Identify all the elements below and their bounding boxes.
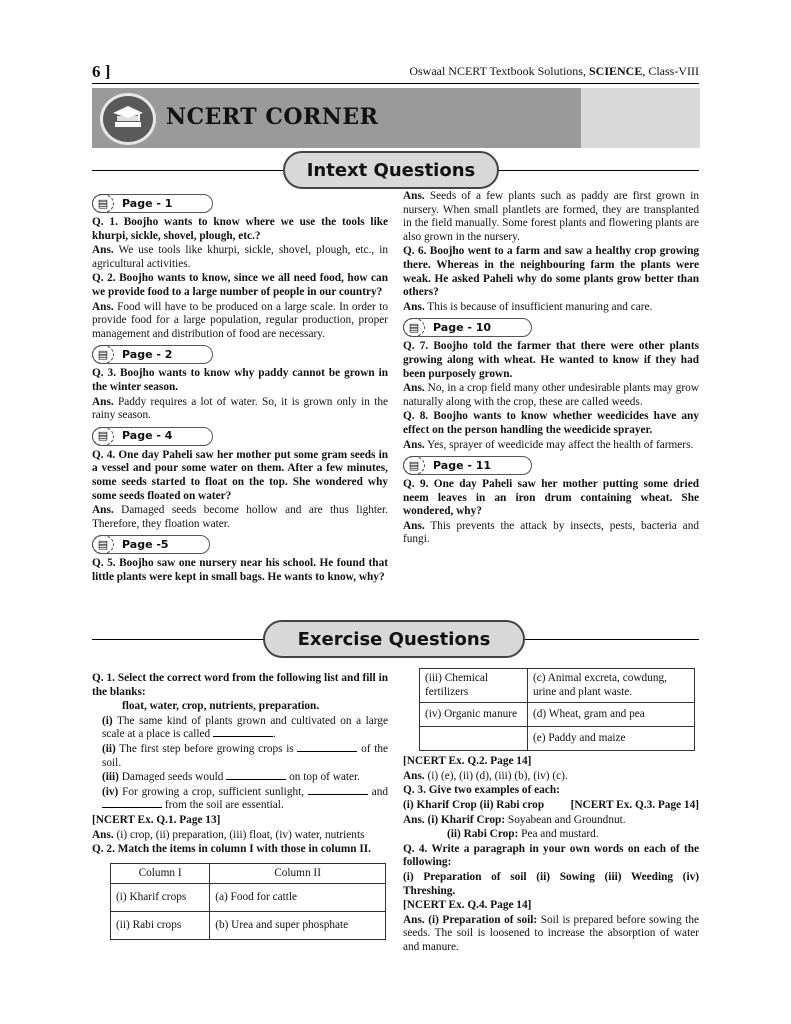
table-cell: (i) Kharif crops xyxy=(111,884,210,912)
page-tag: ▤ Page - 10 xyxy=(403,318,532,337)
answer: (ii) Rabi Crop: Pea and mustard. xyxy=(447,828,599,841)
question: Q. 7. Boojho told the farmer that there were other plants growing along with wheat. He wanted to know if they had been purposely grown. xyxy=(403,340,699,380)
question-parts: (i) Preparation of soil (ii) Sowing (iii) Weeding (iv) Threshing. xyxy=(403,870,699,897)
table-cell: (e) Paddy and maize xyxy=(528,727,695,751)
page-tag: ▤ Page - 4 xyxy=(92,427,213,446)
answer: Ans. Seeds of a few plants such as paddy are first grown in nursery. When small plantlets are formed, they are transplanted in the field manually. Some forest plants and flowering plants are also grown in the nursery. xyxy=(403,190,699,243)
answer: Ans. (i) (e), (ii) (d), (iii) (b), (iv) (c). xyxy=(403,769,568,782)
intext-right-column xyxy=(403,190,699,548)
book-icon: ▤ xyxy=(92,427,114,446)
reference: [NCERT Ex. Q.2. Page 14] xyxy=(403,755,532,768)
blank-item: (i) The same kind of plants grown and cultivated on a large scale at a place is called . xyxy=(102,714,388,741)
page-tag: ▤ Page - 1 xyxy=(92,194,213,213)
question: Q. 2. Boojho wants to know, since we all need food, how can we provide food to a large number of people in our country? xyxy=(92,272,388,298)
question-parts: (i) Kharif Crop (ii) Rabi crop [NCERT Ex. Q.3. Page 14] xyxy=(403,798,699,811)
books-icon xyxy=(100,93,156,145)
page-tag: ▤ Page -5 xyxy=(92,535,210,554)
answer: Ans. (i) Preparation of soil: Soil is prepared before sowing the seeds. The soil is loosened to increase the absorption of water and manure. xyxy=(403,913,699,953)
blank-item: (ii) The first step before growing crops is of the soil. xyxy=(102,742,388,769)
exercise-heading: Exercise Questions xyxy=(263,620,525,658)
banner-title: NCERT CORNER xyxy=(166,104,379,130)
question: Q. 4. One day Paheli saw her mother put some gram seeds in a vessel and pour some water on them. After a few minutes, some seeds started to float on the top. She wondered why some seeds floated on water? xyxy=(92,448,388,502)
book-icon: ▤ xyxy=(92,194,114,213)
book-title: Oswaal NCERT Textbook Solutions, SCIENCE, Class-VIII xyxy=(409,64,699,78)
table-cell: (iii) Chemical fertilizers xyxy=(420,669,528,703)
blank-item: (iv) For growing a crop, sufficient sunlight, and from the soil are essential. xyxy=(102,785,389,812)
match-table-2 xyxy=(419,668,695,751)
table-cell: (iv) Organic manure xyxy=(420,703,528,727)
table-cell: (b) Urea and super phosphate xyxy=(210,912,386,940)
exercise-left-column xyxy=(92,672,388,940)
table-cell: (ii) Rabi crops xyxy=(111,912,210,940)
table-header: Column II xyxy=(210,863,386,884)
question: Q. 3. Give two examples of each: xyxy=(403,784,560,797)
table-cell: (c) Animal excreta, cowdung, urine and plant waste. xyxy=(528,669,695,703)
question: Q. 4. Write a paragraph in your own words on each of the following: xyxy=(403,842,699,869)
question: Q. 1. Select the correct word from the following list and fill in the blanks: xyxy=(92,672,388,698)
reference: [NCERT Ex. Q.1. Page 13] xyxy=(92,813,221,826)
table-header: Column I xyxy=(111,863,210,884)
banner-accent xyxy=(581,88,700,148)
answer: Ans. Paddy requires a lot of water. So, it is grown only in the rainy season. xyxy=(92,395,388,422)
question: Q. 6. Boojho went to a farm and saw a healthy crop growing there. Whereas in the neighbouring farm the plants were weak. He asked Paheli why do some plants grow better than others? xyxy=(403,245,699,299)
answer: Ans. This is because of insufficient manuring and care. xyxy=(403,300,653,313)
question: Q. 9. One day Paheli saw her mother putting some dried neem leaves in an iron drum containing wheat. She wondered, why? xyxy=(403,478,699,518)
book-icon: ▤ xyxy=(92,535,114,554)
answer: Ans. Food will have to be produced on a large scale. In order to provide food for a large population, regular production, proper management and distribution of food are necessary. xyxy=(92,300,388,340)
table-cell xyxy=(420,727,528,751)
page-number: 6 ] xyxy=(92,62,111,81)
blank-item: (iii) Damaged seeds would on top of water. xyxy=(102,771,360,784)
question: Q. 2. Match the items in column I with those in column II. xyxy=(92,843,371,856)
answer: Ans. (i) Kharif Crop: Soyabean and Groundnut. xyxy=(403,813,626,826)
book-icon: ▤ xyxy=(403,318,425,337)
exercise-right-column xyxy=(403,668,699,956)
book-icon: ▤ xyxy=(403,456,425,475)
table-cell: (d) Wheat, gram and pea xyxy=(528,703,695,727)
answer: Ans. This prevents the attack by insects, pests, bacteria and fungi. xyxy=(403,519,699,546)
page-tag: ▤ Page - 11 xyxy=(403,456,532,475)
answer: Ans. (i) crop, (ii) preparation, (iii) float, (iv) water, nutrients xyxy=(92,828,365,841)
question: Q. 8. Boojho wants to know whether weedicides have any effect on the person handling the weedicide sprayer. xyxy=(403,410,699,436)
question: Q. 5. Boojho saw one nursery near his school. He found that little plants were kept in small bags. He wants to know, why? xyxy=(92,557,388,583)
intext-left-column xyxy=(92,191,388,585)
book-icon: ▤ xyxy=(92,345,114,364)
answer: Ans. We use tools like khurpi, sickle, shovel, plough, etc., in agricultural activities. xyxy=(92,244,388,270)
reference: [NCERT Ex. Q.4. Page 14] xyxy=(403,899,532,912)
match-table-1 xyxy=(110,863,386,941)
table-cell: (a) Food for cattle xyxy=(210,884,386,912)
intext-heading: Intext Questions xyxy=(283,151,499,189)
word-list: float, water, crop, nutrients, preparation. xyxy=(122,700,320,713)
question: Q. 1. Boojho wants to know where we use the tools like khurpi, sickle, shovel, plough, etc.? xyxy=(92,216,388,242)
answer: Ans. Yes, sprayer of weedicide may affect the health of farmers. xyxy=(403,438,694,451)
answer: Ans. No, in a crop field many other undesirable plants may grow naturally along with the crop, these are called weeds. xyxy=(403,382,699,408)
page-tag: ▤ Page - 2 xyxy=(92,345,213,364)
question: Q. 3. Boojho wants to know why paddy cannot be grown in the winter season. xyxy=(92,367,388,393)
answer: Ans. Damaged seeds become hollow and are thus lighter. Therefore, they floation water. xyxy=(92,504,388,530)
header-divider xyxy=(92,83,699,84)
